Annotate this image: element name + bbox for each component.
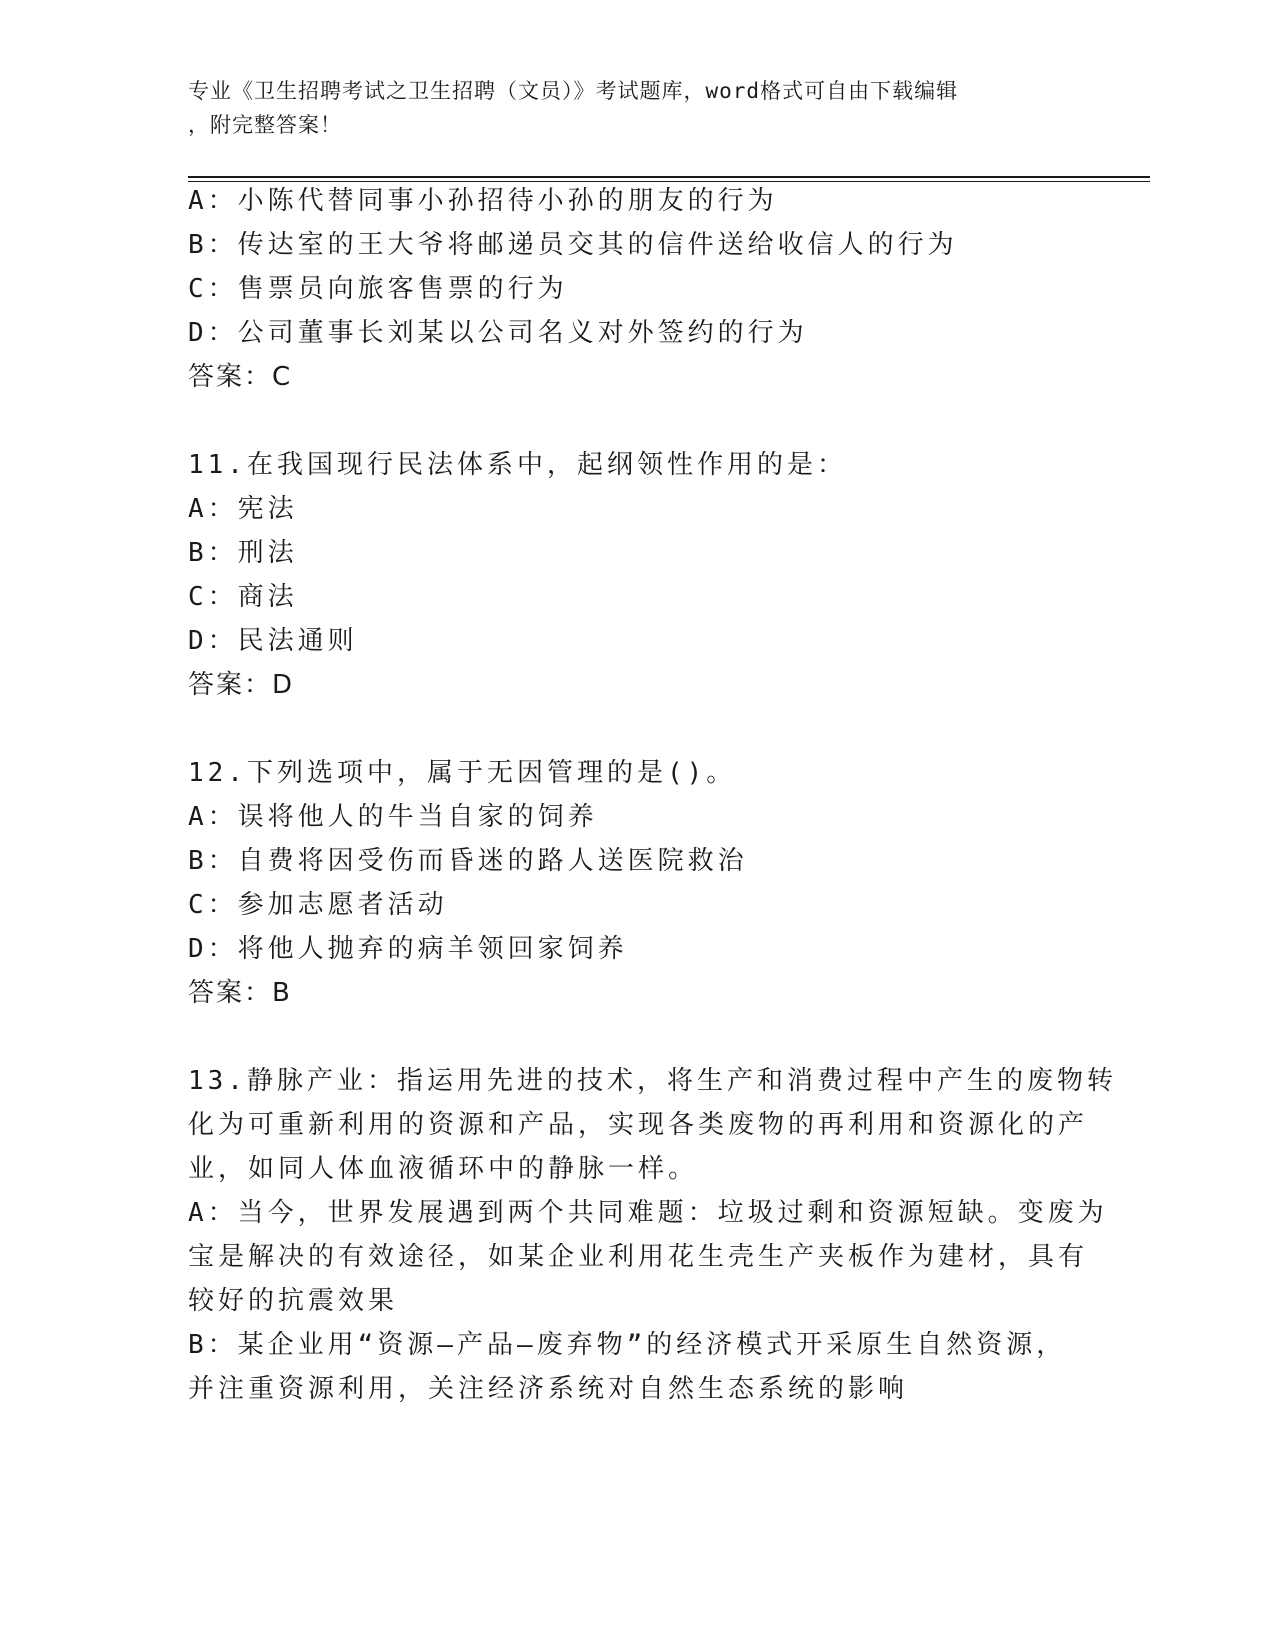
q11-option-b: B：刑法 [188,538,298,568]
q12-answer: 答案：B [188,978,292,1008]
q13-question-line-3: 业，如同人体血液循环中的静脉一样。 [188,1154,699,1184]
q12-option-b: B：自费将因受伤而昏迷的路人送医院救治 [188,846,748,876]
q11-question: 11.在我国现行民法体系中，起纲领性作用的是： [188,450,847,480]
q13-question-line-2: 化为可重新利用的资源和产品，实现各类废物的再利用和资源化的产 [188,1110,1089,1140]
q13-option-a-line-1: A：当今，世界发展遇到两个共同难题：垃圾过剩和资源短缺。变废为 [188,1198,1108,1228]
q11-option-c: C：商法 [188,582,298,612]
q13-option-a-line-2: 宝是解决的有效途径，如某企业利用花生壳生产夹板作为建材，具有 [188,1242,1089,1272]
q12-option-c: C：参加志愿者活动 [188,890,448,920]
q13-question-line-1: 13.静脉产业：指运用先进的技术，将生产和消费过程中产生的废物转 [188,1066,1117,1096]
q12-option-a: A：误将他人的牛当自家的饲养 [188,802,598,832]
q10-option-c: C：售票员向旅客售票的行为 [188,274,568,304]
q10-option-d: D：公司董事长刘某以公司名义对外签约的行为 [188,318,808,348]
q13-option-b-line-2: 并注重资源利用，关注经济系统对自然生态系统的影响 [188,1374,909,1404]
q13-option-a-line-3: 较好的抗震效果 [188,1286,399,1316]
q13-option-b-line-1: B：某企业用“资源—产品—废弃物”的经济模式开采原生自然资源， [188,1330,1067,1360]
q12-question: 12.下列选项中，属于无因管理的是()。 [188,758,737,788]
q12-option-d: D：将他人抛弃的病羊领回家饲养 [188,934,628,964]
q10-answer: 答案：C [188,362,293,392]
q11-answer: 答案：D [188,670,295,700]
header-line-1: 专业《卫生招聘考试之卫生招聘（文员）》考试题库，word格式可自由下载编辑 [188,79,959,103]
header-line-2: ，附完整答案！ [188,113,342,137]
q11-option-d: D：民法通则 [188,626,358,656]
q10-option-b: B：传达室的王大爷将邮递员交其的信件送给收信人的行为 [188,230,958,260]
q10-option-a: A：小陈代替同事小孙招待小孙的朋友的行为 [188,186,778,216]
document-header [188,74,1068,142]
q11-option-a: A：宪法 [188,494,298,524]
